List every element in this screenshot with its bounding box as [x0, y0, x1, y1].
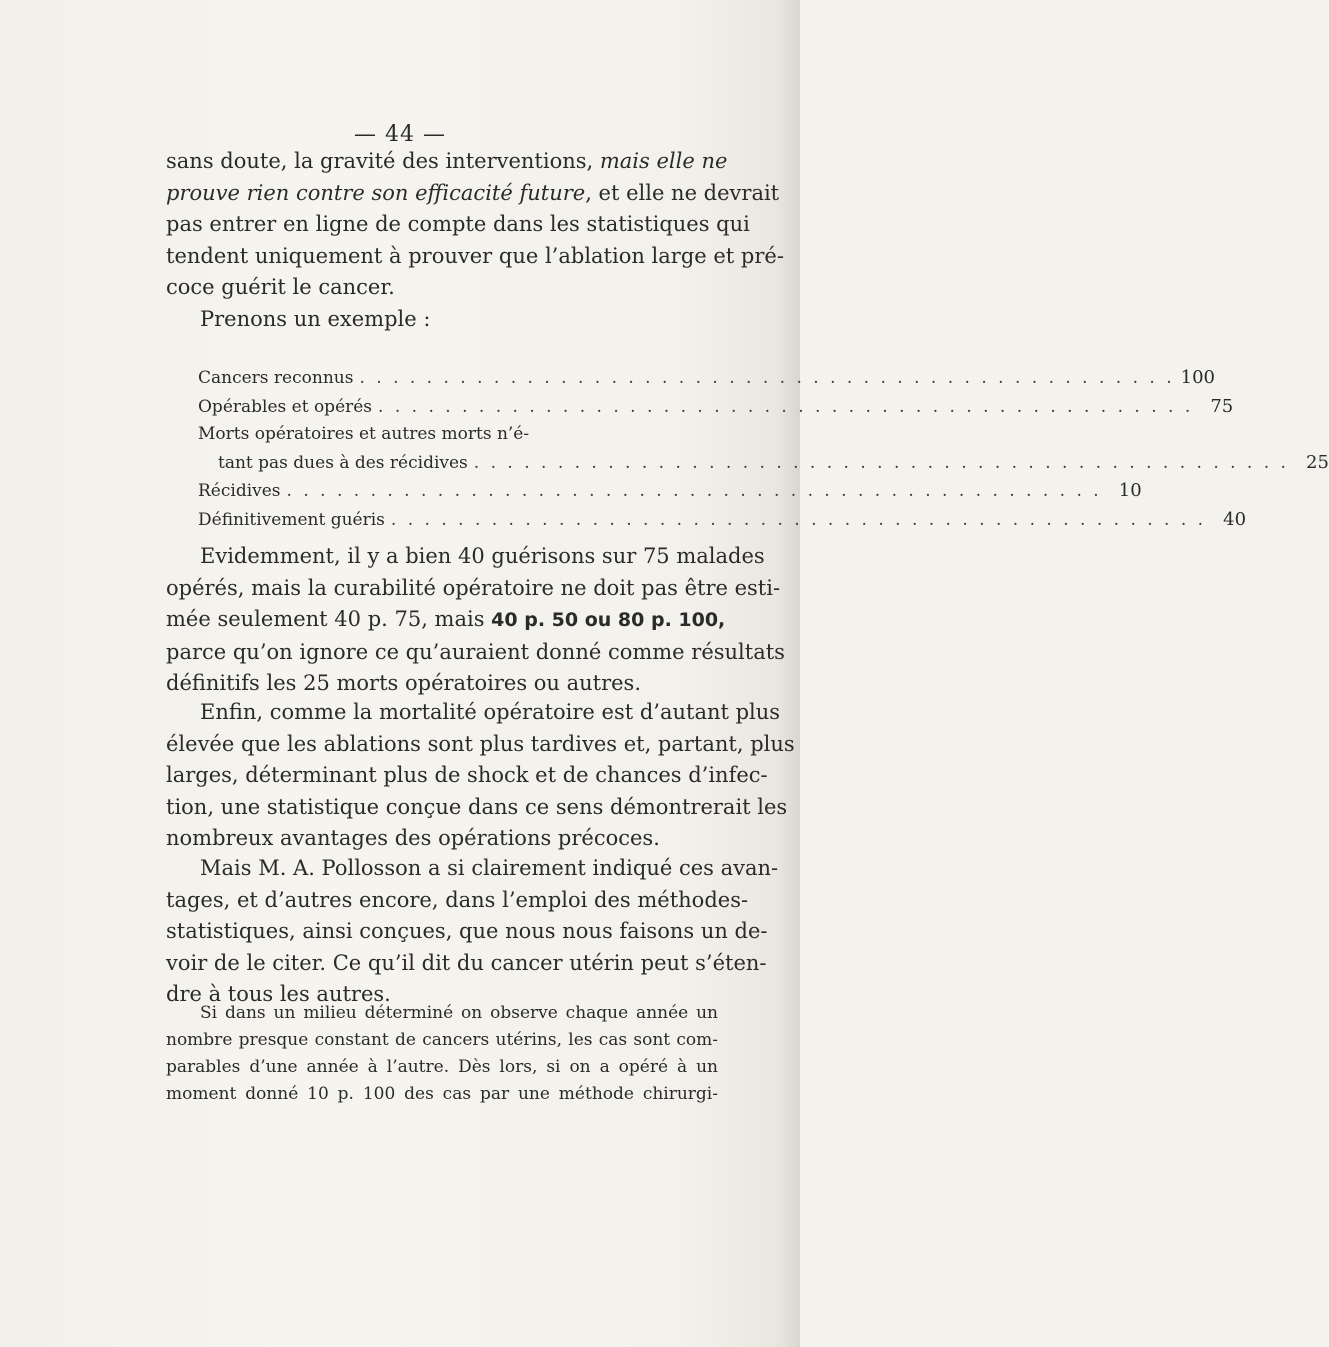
- text-span: mée seulement 40 p. 75, mais: [166, 607, 492, 631]
- text-line: larges, déterminant plus de shock et de chances d’infec-: [166, 763, 768, 787]
- text-line: [166, 604, 726, 637]
- text-line: Si dans un milieu déterminé on observe chaque année un: [200, 1003, 718, 1023]
- leader-dots: [378, 394, 1193, 422]
- text-line: tages, et d’autres encore, dans l’emploi des méthodes-: [166, 887, 749, 912]
- leader-dots: [359, 365, 1174, 393]
- text-line: moment donné 10 p. 100 des cas par une méthode chirurgi-: [166, 1084, 718, 1104]
- row-label: Définitivement guéris: [198, 509, 385, 530]
- text-line: parables d’une année à l’autre. Dès lors, si on a opéré à un: [166, 1057, 718, 1077]
- table-row: [198, 506, 1247, 535]
- row-label: Morts opératoires et autres morts n’é-: [198, 424, 530, 444]
- row-value: 10: [1118, 480, 1142, 501]
- text-line: élevée que les ablations sont plus tardives et, partant, plus: [166, 731, 795, 756]
- text-line: voir de le citer. Ce qu’il dit du cancer utérin peut s’éten-: [166, 950, 767, 975]
- text-line: nombreux avantages des opérations précoces.: [166, 826, 660, 850]
- text-line: coce guérit le cancer.: [166, 275, 395, 299]
- leader-dots: [474, 450, 1289, 478]
- italic-span: mais elle ne: [599, 149, 728, 173]
- leader-dots: [287, 478, 1102, 506]
- page-number: — 44 —: [354, 122, 446, 147]
- paragraph-intro: [166, 146, 784, 335]
- text-span: sans doute, la gravité des interventions,: [166, 149, 600, 173]
- text-span: , et elle ne devrait: [585, 180, 780, 205]
- table-row: [198, 449, 1329, 478]
- text-line: Enfin, comme la mortalité opératoire est d’autant plus: [200, 700, 781, 724]
- paragraph-enfin: [166, 697, 795, 855]
- paragraph-evidemment: [166, 541, 785, 700]
- italic-span: prouve rien contre son efficacité future: [166, 180, 586, 205]
- text-line: pas entrer en ligne de compte dans les statistiques qui: [166, 212, 750, 236]
- quoted-note: [166, 1000, 718, 1108]
- text-line: définitifs les 25 morts opératoires ou autres.: [166, 671, 642, 695]
- text-line: opérés, mais la curabilité opératoire ne doit pas être esti-: [166, 575, 781, 600]
- row-value: 25: [1306, 451, 1329, 473]
- text-line: Mais M. A. Pollosson a si clairement indiqué ces avan-: [200, 856, 779, 880]
- table-row: [198, 421, 658, 449]
- row-value: 40: [1223, 508, 1247, 530]
- table-row: [198, 393, 1234, 422]
- table-row: [198, 477, 1142, 506]
- table-row: [198, 364, 1215, 393]
- text-line: Prenons un exemple :: [200, 306, 431, 331]
- text-line: [166, 146, 728, 178]
- row-value: 75: [1210, 395, 1234, 417]
- text-line: parce qu’on ignore ce qu’auraient donné comme résultats: [166, 639, 785, 664]
- bold-span: 40 p. 50 ou 80 p. 100,: [491, 609, 726, 631]
- row-label: Récidives: [198, 481, 281, 501]
- text-line: tion, une statistique conçue dans ce sens démontrerait les: [166, 794, 788, 819]
- row-label: Cancers reconnus: [198, 368, 354, 388]
- text-line: tendent uniquement à prouver que l’ablation large et pré-: [166, 243, 784, 268]
- row-label: tant pas dues à des récidives: [218, 452, 468, 473]
- row-value: 100: [1180, 367, 1215, 388]
- leader-dots: [391, 507, 1206, 535]
- row-label: Opérables et opérés: [198, 396, 373, 417]
- statistics-table: [198, 364, 1329, 534]
- text-line: dre à tous les autres.: [166, 982, 391, 1006]
- text-line: statistiques, ainsi conçues, que nous nous faisons un de-: [166, 919, 768, 943]
- paragraph-pollosson: [166, 853, 779, 1011]
- text-line: nombre presque constant de cancers utérins, les cas sont com-: [166, 1030, 718, 1050]
- text-line: Evidemment, il y a bien 40 guérisons sur 75 malades: [200, 544, 765, 568]
- text-line: [166, 178, 780, 210]
